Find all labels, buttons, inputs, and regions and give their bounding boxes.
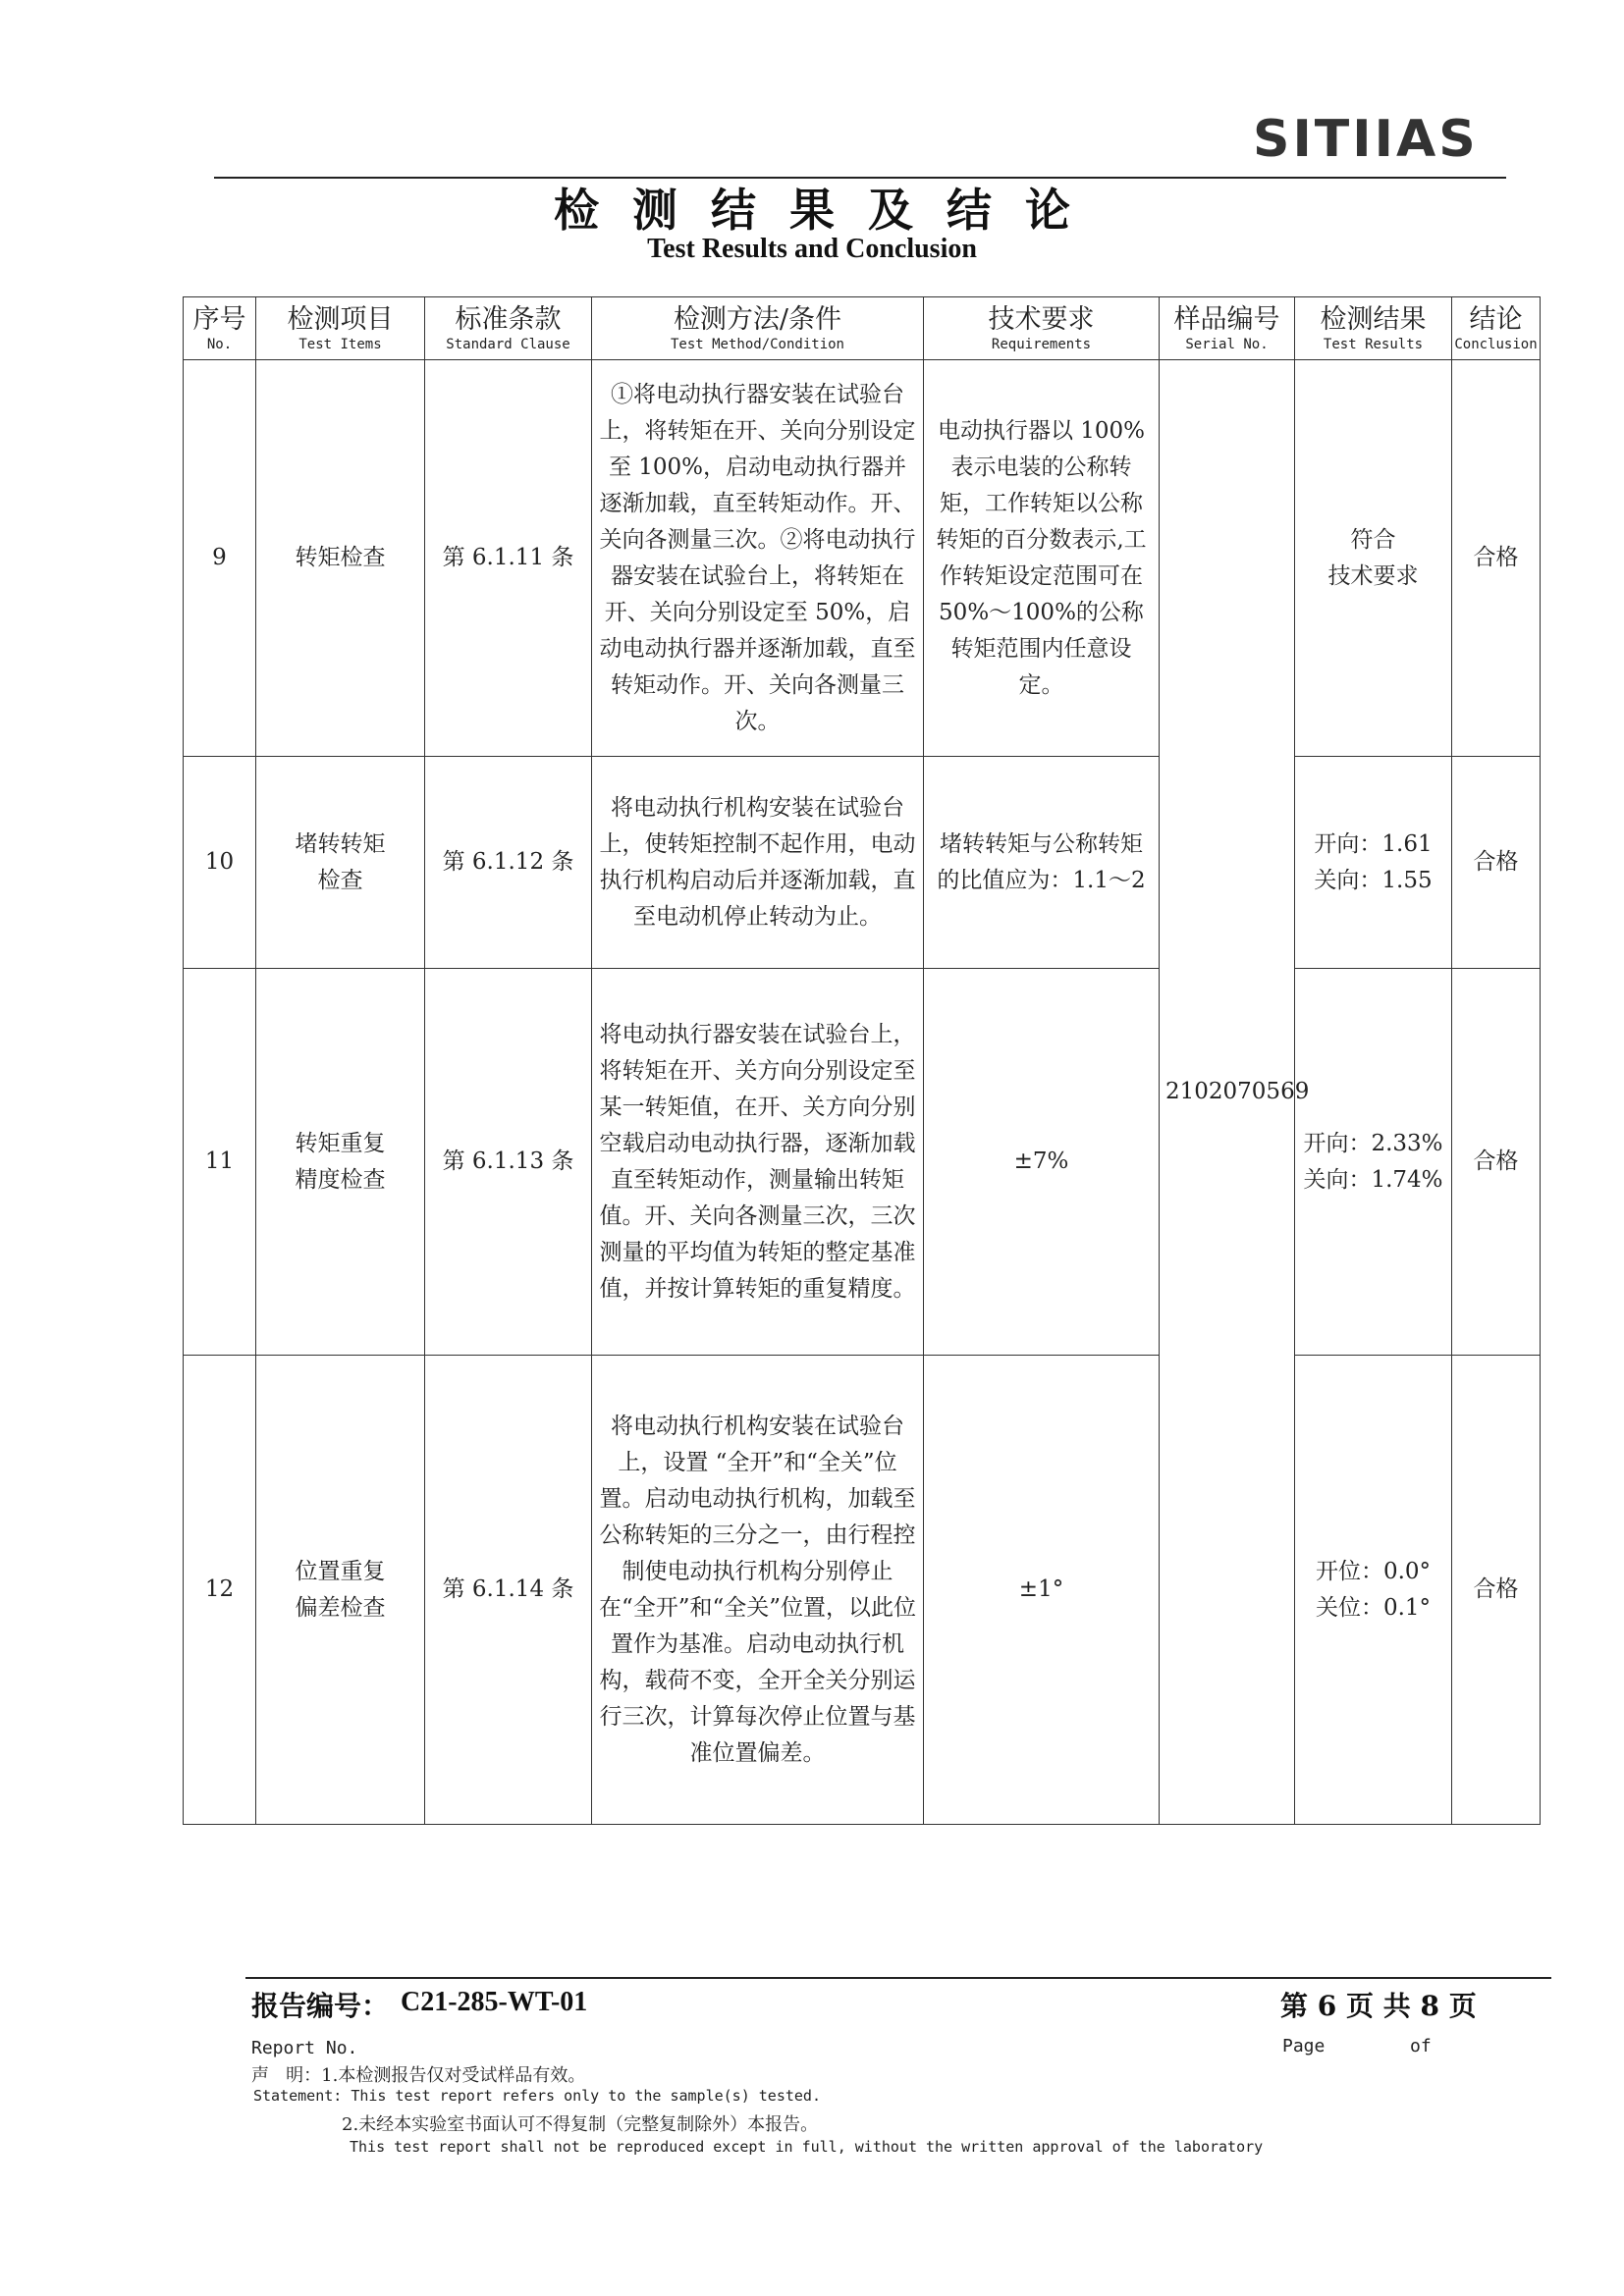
- row-no: 9: [184, 360, 256, 757]
- row-conclusion: 合格: [1452, 757, 1541, 969]
- column-header-standard-clause: 标准条款 Standard Clause: [425, 297, 592, 360]
- row-clause: 第 6.1.12 条: [425, 757, 592, 969]
- row-method: 将电动执行机构安装在试验台上，设置 “全开”和“全关”位置。启动电动执行机构，加载至公称转矩的三分之一，由行程控制使电动执行机构分别停止在“全开”和“全关”位置，以此位置作为基准。启动电动执行机构，载荷不变，全开全关分别运行三次，计算每次停止位置与基准位置偏差。: [592, 1356, 924, 1825]
- row-result: 开向：2.33% 关向：1.74%: [1295, 969, 1452, 1356]
- report-number: C21-285-WT-01: [401, 1987, 588, 2017]
- statement-1: 声 明：1.本检测报告仅对受试样品有效。: [251, 2065, 586, 2086]
- report-number-label: 报告编号：: [251, 1990, 390, 2022]
- column-header-serial-no: 样品编号 Serial No.: [1160, 297, 1295, 360]
- page-indicator-en: Page of: [1282, 2036, 1432, 2056]
- row-test-item: 转矩重复 精度检查: [256, 969, 425, 1356]
- row-result: 开位：0.0° 关位：0.1°: [1295, 1356, 1452, 1825]
- serial-number: 2102070569: [1160, 360, 1295, 1825]
- row-test-item: 位置重复 偏差检查: [256, 1356, 425, 1825]
- column-header-test-results: 检测结果 Test Results: [1295, 297, 1452, 360]
- statement-2-en: This test report shall not be reproduced except in full, without the written approval of the laboratory: [350, 2138, 1264, 2156]
- table-row: [184, 1356, 1541, 1825]
- table-header-row: [184, 297, 1541, 360]
- table-row: [184, 969, 1541, 1356]
- row-clause: 第 6.1.14 条: [425, 1356, 592, 1825]
- report-number-label-en: Report No.: [251, 2038, 358, 2058]
- row-requirement: 电动执行器以 100%表示电装的公称转矩，工作转矩以公称转矩的百分数表示,工作转矩设定范围可在 50%～100%的公称转矩范围内任意设定。: [924, 360, 1160, 757]
- page-indicator: 第 6 页 共 8 页: [1280, 1990, 1477, 2022]
- row-method: ①将电动执行器安装在试验台上，将转矩在开、关向分别设定至 100%，启动电动执行器并逐渐加载，直至转矩动作。开、关向各测量三次。②将电动执行器安装在试验台上，将转矩在开、关向分别设定至 50%，启动电动执行器并逐渐加载，直至转矩动作。开、关向各测量三次。: [592, 360, 924, 757]
- page-title-en: Test Results and Conclusion: [647, 234, 977, 264]
- statement-1-en: Statement: This test report refers only to the sample(s) tested.: [253, 2087, 821, 2105]
- column-header-requirements: 技术要求 Requirements: [924, 297, 1160, 360]
- row-test-item: 转矩检查: [256, 360, 425, 757]
- column-header-test-method: 检测方法/条件 Test Method/Condition: [592, 297, 924, 360]
- row-no: 12: [184, 1356, 256, 1825]
- company-logo: SITIIAS: [1253, 110, 1479, 169]
- row-result: 开向：1.61 关向：1.55: [1295, 757, 1452, 969]
- results-table: [183, 296, 1541, 1825]
- table-row: [184, 757, 1541, 969]
- statement-2: 2.未经本实验室书面认可不得复制（完整复制除外）本报告。: [342, 2114, 819, 2135]
- row-clause: 第 6.1.13 条: [425, 969, 592, 1356]
- row-requirement: 堵转转矩与公称转矩的比值应为：1.1～2: [924, 757, 1160, 969]
- row-requirement: ±1°: [924, 1356, 1160, 1825]
- row-requirement: ±7%: [924, 969, 1160, 1356]
- row-method: 将电动执行器安装在试验台上，将转矩在开、关方向分别设定至某一转矩值，在开、关方向分别空载启动电动执行器，逐渐加载直至转矩动作，测量输出转矩值。开、关向各测量三次，三次测量的平均值为转矩的整定基准值，并按计算转矩的重复精度。: [592, 969, 924, 1356]
- column-header-no: 序号 No.: [184, 297, 256, 360]
- row-conclusion: 合格: [1452, 1356, 1541, 1825]
- row-clause: 第 6.1.11 条: [425, 360, 592, 757]
- footer-divider: [245, 1977, 1551, 1979]
- row-no: 11: [184, 969, 256, 1356]
- row-result: 符合 技术要求: [1295, 360, 1452, 757]
- row-conclusion: 合格: [1452, 360, 1541, 757]
- row-test-item: 堵转转矩 检查: [256, 757, 425, 969]
- table-row: [184, 360, 1541, 757]
- column-header-conclusion: 结论 Conclusion: [1452, 297, 1541, 360]
- column-header-test-items: 检测项目 Test Items: [256, 297, 425, 360]
- row-method: 将电动执行机构安装在试验台上，使转矩控制不起作用，电动执行机构启动后并逐渐加载，直至电动机停止转动为止。: [592, 757, 924, 969]
- page-title: 检测结果及结论: [554, 184, 1104, 237]
- row-conclusion: 合格: [1452, 969, 1541, 1356]
- row-no: 10: [184, 757, 256, 969]
